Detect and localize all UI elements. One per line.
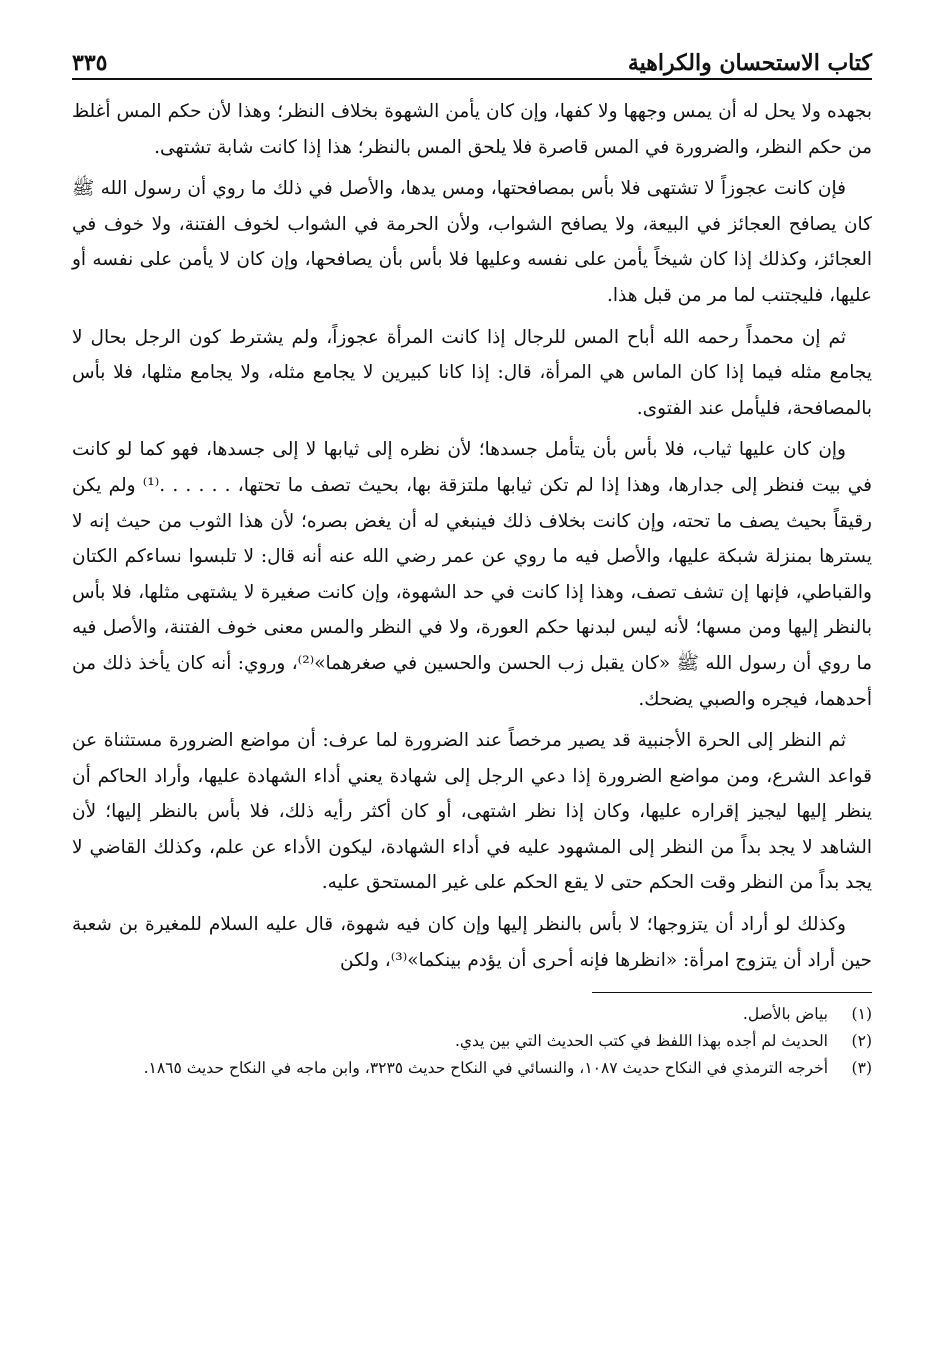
- paragraph-4: وإن كان عليها ثياب، فلا بأس بأن يتأمل جسدها؛ لأن نظره إلى ثيابها لا إلى جسدها، فهو كما لو كانت في بيت فنظر إلى جدارها، وهذا إذا لم تكن ثيابها ملتزقة بها، بحيث تصف ما تحتها، . . . . . .⁽¹⁾ ولم يكن رقيقاً بحيث يصف ما تحته، وإن كانت بخلاف ذلك فينبغي له أن يغض بصره؛ لأن هذا الثوب من حيث إنه لا يسترها بمنزلة شبكة عليها، والأصل فيه ما روي عن عمر رضي الله عنه أنه قال: لا تلبسوا نساءكم الكتان والقباطي، فإنها إن تشف تصف، وهذا إذا كانت في حد الشهوة، وإن كانت صغيرة لا يشتهى مثلها، فلا بأس بالنظر إليها ومن مسها؛ لأنه ليس لبدنها حكم العورة، ولا في النظر والمس معنى خوف الفتنة، والأصل فيه ما روي أن رسول الله ﷺ «كان يقبل زب الحسن والحسين في صغرهما»⁽²⁾، وروي: أنه كان يأخذ ذلك من أحدهما، فيجره والصبي يضحك.: [72, 439, 872, 710]
- footnote-3: [72, 1055, 872, 1082]
- main-text: [72, 94, 872, 978]
- paragraph-1: بجهده ولا يحل له أن يمس وجهها ولا كفها، وإن كان يأمن الشهوة بخلاف النظر؛ وهذا لأن حكم المس أغلظ من حكم النظر، والضرورة في المس قاصرة فلا يلحق المس بالنظر؛ هذا إذا كانت شابة تشتهى.: [72, 101, 872, 158]
- footnote-separator: [592, 992, 872, 993]
- paragraph-3: ثم إن محمداً رحمه الله أباح المس للرجال إذا كانت المرأة عجوزاً، ولم يشترط كون الرجل بحال لا يجامع مثله فيما إذا كان الماس هي المرأة، قال: إذا كانا كبيرين لا يجامع مثله، ولا يجامع مثلها، فلا بأس بالمصافحة، فليأمل عند الفتوى.: [72, 326, 872, 419]
- footnote-text: أخرجه الترمذي في النكاح حديث ١٠٨٧، والنسائي في النكاح حديث ٣٢٣٥، وابن ماجه في النكاح حديث ١٨٦٥.: [143, 1059, 828, 1078]
- footnote-text: بياض بالأصل.: [742, 1005, 828, 1024]
- running-title: كتاب الاستحسان والكراهية: [627, 50, 872, 76]
- footnote-1: [72, 1001, 872, 1028]
- footnote-number: (٣): [851, 1059, 872, 1078]
- paragraph-5: ثم النظر إلى الحرة الأجنبية قد يصير مرخصاً عند الضرورة لما عرف: أن مواضع الضرورة مستثناة عن قواعد الشرع، ومن مواضع الضرورة إذا دعي الرجل إلى شهادة يعني أداء الشهادة عليها، وأراد الحاكم أن ينظر إليها ليجيز إقراره عليها، وكان إذا نظر اشتهى، أو كان أكثر رأيه ذلك، فلا بأس بالنظر إليها؛ لأن الشاهد لا يجد بداً من النظر إلى المشهود عليه في أداء الشهادة، ليكون الأداء عن علم، وكذلك القاضي لا يجد بداً من النظر وقت الحكم حتى لا يقع الحكم على غير المستحق عليه.: [72, 730, 872, 894]
- paragraph-2: فإن كانت عجوزاً لا تشتهى فلا بأس بمصافحتها، ومس يدها، والأصل في ذلك ما روي أن رسول الله ﷺ كان يصافح العجائز في البيعة، ولا يصافح الشواب، ولأن الحرمة في الشواب لخوف الفتنة، ولا خوف في العجائز، وكذلك إذا كان شيخاً يأمن على نفسه وعليها فلا بأس بأن يصافحها، وإن كان لا يأمن على نفسه أو عليها، فليجتنب لما مر من قبل هذا.: [72, 178, 872, 306]
- footnotes: [72, 1001, 872, 1082]
- page-header: [72, 36, 872, 80]
- footnote-text: الحديث لم أجده بهذا اللفظ في كتب الحديث التي بين يدي.: [454, 1032, 828, 1051]
- page-number: ٣٣٥: [72, 50, 108, 76]
- footnote-2: [72, 1028, 872, 1055]
- book-page: [72, 36, 872, 1082]
- footnote-number: (٢): [851, 1032, 872, 1051]
- paragraph-6: وكذلك لو أراد أن يتزوجها؛ لا بأس بالنظر إليها وإن كان فيه شهوة، قال عليه السلام للمغيرة بن شعبة حين أراد أن يتزوج امرأة: «انظرها فإنه أحرى أن يؤدم بينكما»⁽³⁾، ولكن: [72, 914, 872, 971]
- footnote-number: (١): [851, 1005, 872, 1024]
